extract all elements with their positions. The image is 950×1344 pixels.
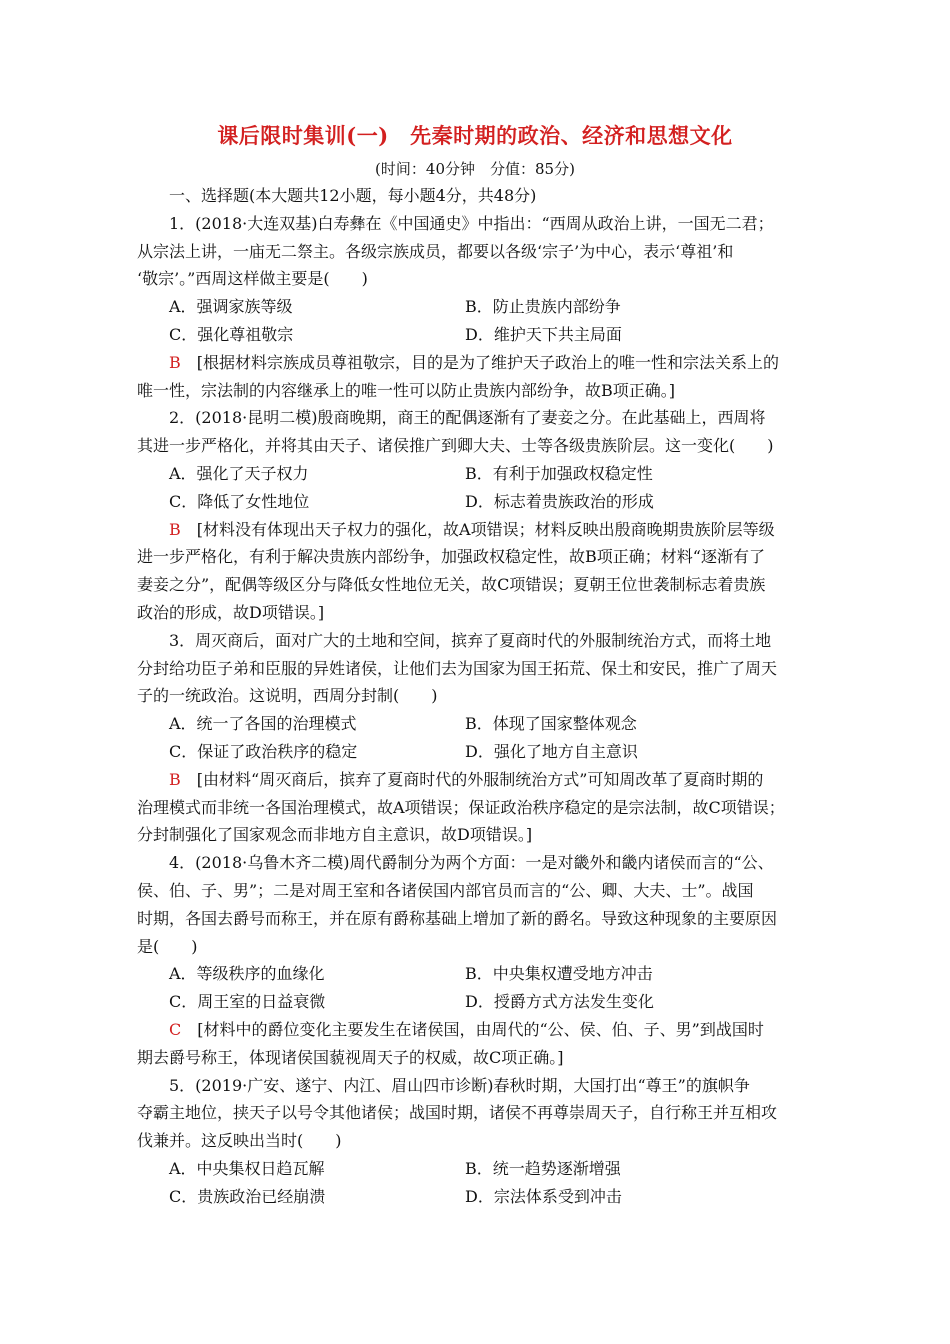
- option-b: B．体现了国家整体观念: [465, 714, 637, 734]
- answer-letter: B: [169, 769, 181, 789]
- option-row: [137, 988, 817, 1016]
- question-text-line: 1．(2018·大连双基)白寿彝在《中国通史》中指出：“西周从政治上讲，一国无二君；: [169, 213, 774, 233]
- option-row: [137, 738, 817, 766]
- option-a: A．等级秩序的血缘化: [169, 964, 325, 984]
- answer-letter: B: [169, 352, 181, 372]
- question-text-line: 从宗法上讲，一庙无二祭主。各级宗族成员，都要以各级‘宗子’为中心，表示‘尊祖’和: [137, 241, 734, 261]
- explanation-text: [由材料“周灭商后，摈弃了夏商时代的外服制统治方式”可知周改革了夏商时期的: [180, 769, 764, 789]
- page-title: 课后限时集训(一) 先秦时期的政治、经济和思想文化: [217, 123, 733, 148]
- option-row: [137, 710, 817, 738]
- question-text-line: 伐兼并。这反映出当时( ): [137, 1131, 342, 1151]
- question-text-line: 侯、伯、子、男”；二是对周王室和各诸侯国内部官员而言的“公、卿、大夫、士”。战国: [137, 880, 754, 900]
- explanation-line: 妻妾之分”，配偶等级区分与降低女性地位无关，故C项错误；夏朝王位世袭制标志着贵族: [137, 575, 766, 595]
- document-body: [137, 182, 817, 1210]
- explanation-line: 分封制强化了国家观念而非地方自主意识，故D项错误。]: [137, 825, 533, 845]
- explanation-line: [137, 1016, 817, 1044]
- question-text-line: ‘敬宗’。”西周这样做主要是( ): [137, 269, 368, 289]
- question-text-line: 是( ): [137, 936, 198, 956]
- option-b: B．中央集权遭受地方冲击: [465, 964, 653, 984]
- question-text-line: 分封给功臣子弟和臣服的异姓诸侯，让他们去为国家为国王拓荒、保土和安民，推广了周天: [137, 658, 778, 678]
- option-d: D．宗法体系受到冲击: [465, 1186, 622, 1206]
- explanation-line: 进一步严格化，有利于解决贵族内部纷争，加强政权稳定性，故B项正确；材料“逐渐有了: [137, 547, 765, 567]
- option-row: [137, 460, 817, 488]
- answer-letter: B: [169, 519, 181, 539]
- option-row: [137, 293, 817, 321]
- section-heading: 一、选择题(本大题共12小题，每小题4分，共48分): [169, 186, 537, 205]
- option-a: A．中央集权日趋瓦解: [169, 1158, 325, 1178]
- option-b: B．防止贵族内部纷争: [465, 297, 621, 317]
- question-text-line: 3．周灭商后，面对广大的土地和空间，摈弃了夏商时代的外服制统治方式，而将土地: [169, 630, 772, 650]
- option-row: [137, 1155, 817, 1183]
- explanation-line: 期去爵号称王，体现诸侯国藐视周天子的权威，故C项正确。]: [137, 1047, 564, 1067]
- explanation-line: [137, 349, 817, 377]
- answer-letter: C: [169, 1019, 182, 1039]
- question-4: [137, 849, 817, 1071]
- question-text-line: 子的一统政治。这说明，西周分封制( ): [137, 686, 438, 706]
- question-text-line: 时期，各国去爵号而称王，并在原有爵称基础上增加了新的爵名。导致这种现象的主要原因: [137, 908, 778, 928]
- option-d: D．标志着贵族政治的形成: [465, 491, 654, 511]
- option-a: A．强调家族等级: [169, 297, 293, 317]
- explanation-text: [材料中的爵位变化主要发生在诸侯国，由周代的“公、侯、伯、子、男”到战国时: [181, 1019, 764, 1039]
- explanation-line: [137, 766, 817, 794]
- option-c: C．保证了政治秩序的稳定: [169, 741, 358, 761]
- option-c: C．周王室的日益衰微: [169, 992, 326, 1012]
- question-text-line: 2．(2018·昆明二模)殷商晚期，商王的配偶逐渐有了妻妾之分。在此基础上，西周将: [169, 408, 766, 428]
- option-a: A．强化了天子权力: [169, 463, 309, 483]
- question-text-line: 夺霸主地位，挟天子以号令其他诸侯；战国时期，诸侯不再尊崇周天子，自行称王并互相攻: [137, 1103, 778, 1123]
- option-row: [137, 960, 817, 988]
- option-c: C．降低了女性地位: [169, 491, 310, 511]
- explanation-line: [137, 516, 817, 544]
- option-row: [137, 488, 817, 516]
- explanation-line: 治理模式而非统一各国治理模式，故A项错误；保证政治秩序稳定的是宗法制，故C项错误；: [137, 797, 785, 817]
- explanation-line: 唯一性，宗法制的内容继承上的唯一性可以防止贵族内部纷争，故B项正确。]: [137, 380, 676, 400]
- question-text-line: 5．(2019·广安、遂宁、内江、眉山四市诊断)春秋时期，大国打出“尊王”的旗帜争: [169, 1075, 750, 1095]
- option-d: D．维护天下共主局面: [465, 324, 622, 344]
- option-c: C．强化尊祖敬宗: [169, 324, 294, 344]
- question-text-line: 其进一步严格化，并将其由天子、诸侯推广到卿大夫、士等各级贵族阶层。这一变化( ): [137, 436, 774, 456]
- option-c: C．贵族政治已经崩溃: [169, 1186, 326, 1206]
- option-d: D．强化了地方自主意识: [465, 741, 638, 761]
- explanation-line: 政治的形成，故D项错误。]: [137, 602, 325, 622]
- time-score-info: (时间：40分钟 分值：85分): [375, 160, 575, 178]
- question-2: [137, 404, 817, 626]
- option-row: [137, 1183, 817, 1211]
- option-b: B．统一趋势逐渐增强: [465, 1158, 621, 1178]
- question-5: [137, 1072, 817, 1211]
- explanation-text: [根据材料宗族成员尊祖敬宗，目的是为了维护天子政治上的唯一性和宗法关系上的: [180, 352, 780, 372]
- question-3: [137, 627, 817, 849]
- explanation-text: [材料没有体现出天子权力的强化，故A项错误；材料反映出殷商晚期贵族阶层等级: [180, 519, 775, 539]
- question-text-line: 4．(2018·乌鲁木齐二模)周代爵制分为两个方面：一是对畿外和畿内诸侯而言的“公、: [169, 853, 774, 873]
- option-d: D．授爵方式方法发生变化: [465, 992, 654, 1012]
- question-1: [137, 210, 817, 405]
- option-a: A．统一了各国的治理模式: [169, 714, 357, 734]
- option-row: [137, 321, 817, 349]
- option-b: B．有利于加强政权稳定性: [465, 463, 653, 483]
